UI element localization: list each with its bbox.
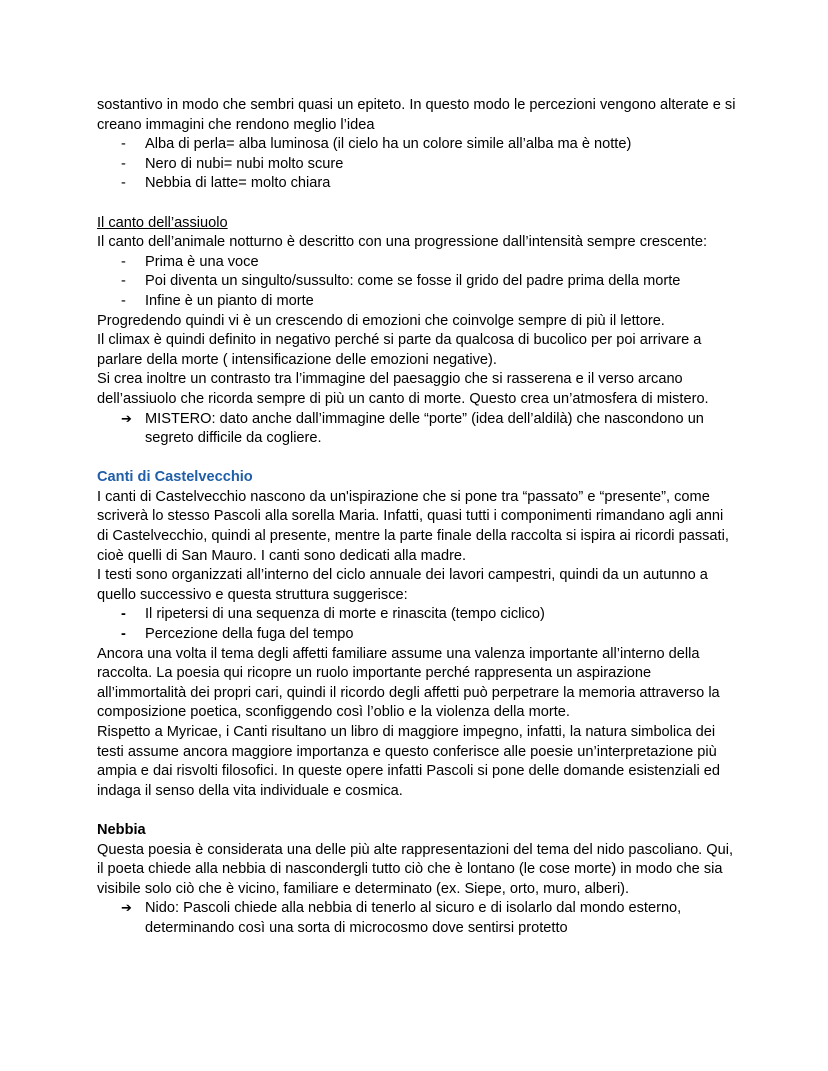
castelvecchio-paragraph: Rispetto a Myricae, i Canti risultano un libro di maggiore impegno, infatti, la natura simbolica dei testi assume ancora maggiore importanza e questo conferisce alle poesie un’interpretazione più ampia e dai risvolti filosofici. In queste opere infatti Pascoli si pone delle domande esistenziali ed indaga il senso della vita individuale e cosmica. xyxy=(97,724,721,799)
assiuolo-paragraph: Si crea inoltre un contrasto tra l’immagine del paesaggio che si rasserena e il verso arcano dell’assiuolo che ricorda sempre di più un canto di morte. Questo crea un’atmosfera di mistero. xyxy=(97,371,709,407)
list-item xyxy=(97,292,737,312)
castelvecchio-heading: Canti di Castelvecchio xyxy=(97,469,253,486)
nebbia-heading: Nebbia xyxy=(97,821,146,838)
list-item-text: MISTERO: dato anche dall’immagine delle “porte” (idea dell’aldilà) che nascondono un segreto difficile da cogliere. xyxy=(145,410,704,447)
dash-marker: - xyxy=(121,626,126,643)
dash-marker: - xyxy=(121,175,126,192)
assiuolo-paragraph: Il climax è quindi definito in negativo perché si parte da qualcosa di bucolico per poi arrivare a parlare della morte ( intensificazione delle emozioni negative). xyxy=(97,332,702,368)
list-item xyxy=(97,605,737,625)
list-item-text: Il ripetersi di una sequenza di morte e rinascita (tempo ciclico) xyxy=(145,606,545,623)
assiuolo-paragraph: Il canto dell’animale notturno è descritto con una progressione dall’intensità sempre crescente: xyxy=(97,234,708,251)
castelvecchio-paragraph: I canti di Castelvecchio nascono da un'ispirazione che si pone tra “passato” e “presente”, come scriverà lo stesso Pascoli alla sorella Maria. Infatti, quasi tutti i componimenti rimandano agli anni di Castelvecchio, quindi al presente, mentre la parte finale della raccolta si ispira ai ricordi passati, cioè quelli di San Mauro. I canti sono dedicati alla madre. xyxy=(97,488,729,564)
dash-marker: - xyxy=(121,606,126,623)
castelvecchio-paragraph: I testi sono organizzati all’interno del ciclo annuale dei lavori campestri, quindi da un autunno a quello successivo e questa struttura suggerisce: xyxy=(97,567,708,603)
list-item-text: Nebbia di latte= molto chiara xyxy=(145,175,331,192)
list-item-text: Poi diventa un singulto/sussulto: come se fosse il grido del padre prima della morte xyxy=(145,273,681,290)
list-item-text: Infine è un pianto di morte xyxy=(145,292,314,309)
spacer xyxy=(97,194,737,214)
dash-marker: - xyxy=(121,273,126,290)
list-item xyxy=(97,625,737,645)
list-item xyxy=(97,410,737,449)
intro-paragraph: sostantivo in modo che sembri quasi un epiteto. In questo modo le percezioni vengono alterate e si creano immagini che rendono meglio l’idea xyxy=(97,97,736,133)
nebbia-paragraph: Questa poesia è considerata una delle più alte rappresentazioni del tema del nido pascoliano. Qui, il poeta chiede alla nebbia di nascondergli tutto ciò che è lontano (le cose morte) in modo che sia visibile solo ciò che è vicino, familiare e determinato (ex. Siepe, orto, muro, alberi). xyxy=(97,841,734,897)
dash-marker: - xyxy=(121,136,126,153)
arrow-icon: ➔ xyxy=(121,411,132,427)
assiuolo-paragraph: Progredendo quindi vi è un crescendo di emozioni che coinvolge sempre di più il lettore. xyxy=(97,312,665,329)
list-item-text: Prima è una voce xyxy=(145,253,259,270)
dash-marker: - xyxy=(121,253,126,270)
list-item-text: Alba di perla= alba luminosa (il cielo ha un colore simile all’alba ma è notte) xyxy=(145,136,632,153)
spacer xyxy=(97,449,737,469)
list-item xyxy=(97,174,737,194)
arrow-icon: ➔ xyxy=(121,901,132,917)
list-item-text: Nero di nubi= nubi molto scure xyxy=(145,155,344,172)
list-item xyxy=(97,899,737,938)
list-item xyxy=(97,135,737,155)
list-item xyxy=(97,253,737,273)
dash-marker: - xyxy=(121,155,126,172)
list-item xyxy=(97,272,737,292)
assiuolo-arrow-list xyxy=(97,410,737,449)
spacer xyxy=(97,801,737,821)
dash-marker: - xyxy=(121,292,126,309)
document-page xyxy=(97,96,737,939)
nebbia-arrow-list xyxy=(97,899,737,938)
castelvecchio-paragraph: Ancora una volta il tema degli affetti familiare assume una valenza importante all’interno della raccolta. La poesia qui ricopre un ruolo importante perché rappresenta un aspirazione all’immortalità dei propri cari, quindi il ricordo degli affetti può perpetrare la memoria attraverso la composizione poetica, sconfiggendo così l’oblio e la violenza della morte. xyxy=(97,645,720,721)
list-item-text: Percezione della fuga del tempo xyxy=(145,626,354,643)
castelvecchio-list xyxy=(97,605,737,644)
assiuolo-heading: Il canto dell’assiuolo xyxy=(97,214,228,231)
list-item xyxy=(97,155,737,175)
list-item-text: Nido: Pascoli chiede alla nebbia di tenerlo al sicuro e di isolarlo dal mondo esterno, determinando così una sorta di microcosmo dove sentirsi protetto xyxy=(145,900,682,936)
assiuolo-list xyxy=(97,253,737,312)
intro-list xyxy=(97,135,737,194)
